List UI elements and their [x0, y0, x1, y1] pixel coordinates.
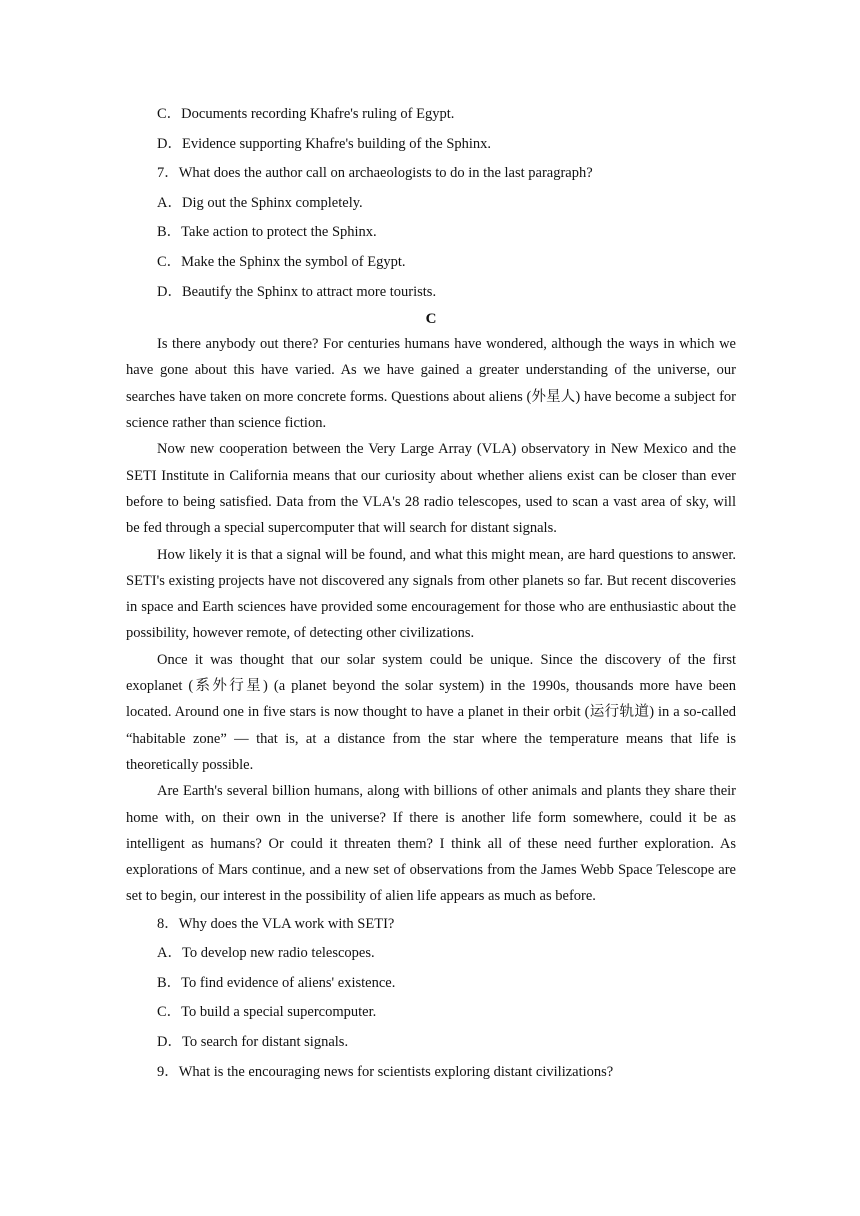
q7-option-d: D．Beautify the Sphinx to attract more tourists.: [157, 283, 437, 300]
passage-paragraph-1: Is there anybody out there? For centuries humans have wondered, although the ways in which we have gone about this have varied. As we have gained a greater understanding of the universe, our searches have taken on more concrete forms. Questions about aliens (外星人) have become a subject for science rather than science fiction.: [126, 336, 736, 432]
q9-question: 9．What is the encouraging news for scientists exploring distant civilizations?: [157, 1063, 614, 1080]
q8-option-d: D．To search for distant signals.: [157, 1034, 349, 1051]
q6-option-d: D．Evidence supporting Khafre's building of the Sphinx.: [157, 135, 492, 152]
q7-question: 7．What does the author call on archaeologists to do in the last paragraph?: [157, 165, 593, 182]
q7-option-c: C．Make the Sphinx the symbol of Egypt.: [157, 253, 406, 270]
section-heading: C: [425, 311, 437, 328]
passage-paragraph-3: How likely it is that a signal will be found, and what this might mean, are hard questions to answer. SETI's existing projects have not discovered any signals from other planets so far. But recent discoveries in space and Earth sciences have provided some encouragement for those who are enthusiastic about the possibility, however remote, of detecting other civilizations.: [126, 546, 736, 642]
q8-option-c: C．To build a special supercomputer.: [157, 1004, 377, 1021]
passage-paragraph-5: Are Earth's several billion humans, along with billions of other animals and plants they share their home with, on their own in the universe? If there is another life form somewhere, could it be as intelligent as humans? Or could it threaten them? I think all of these need further exploration. As explorations of Mars continue, and a new set of observations from the James Webb Space Telescope are set to begin, our interest in the possibility of alien life appears as much as before.: [126, 783, 736, 905]
q8-option-a: A．To develop new radio telescopes.: [157, 945, 375, 962]
q6-option-c: C．Documents recording Khafre's ruling of Egypt.: [157, 106, 455, 122]
q8-question: 8．Why does the VLA work with SETI?: [157, 915, 395, 932]
passage-paragraph-4: Once it was thought that our solar system could be unique. Since the discovery of the first exoplanet (系外行星) (a planet beyond the solar system) in the 1990s, thousands more have been located. Around one in five stars is now thought to have a planet in their orbit (运行轨道) in a so-called “habitable zone” — that is, at a distance from the star where the temperature means that life is theoretically possible.: [126, 651, 736, 773]
q8-option-b: B．To find evidence of aliens' existence.: [157, 974, 396, 991]
passage-paragraph-2: Now new cooperation between the Very Large Array (VLA) observatory in New Mexico and the SETI Institute in California means that our curiosity about whether aliens exist can be closer than ever before to being satisfied. Data from the VLA's 28 radio telescopes, used to scan a vast area of sky, will be fed through a special supercomputer that will search for distant signals.: [126, 441, 736, 537]
q7-option-a: A．Dig out the Sphinx completely.: [157, 194, 363, 211]
q7-option-b: B．Take action to protect the Sphinx.: [157, 224, 377, 241]
document-page: [126, 100, 736, 1087]
